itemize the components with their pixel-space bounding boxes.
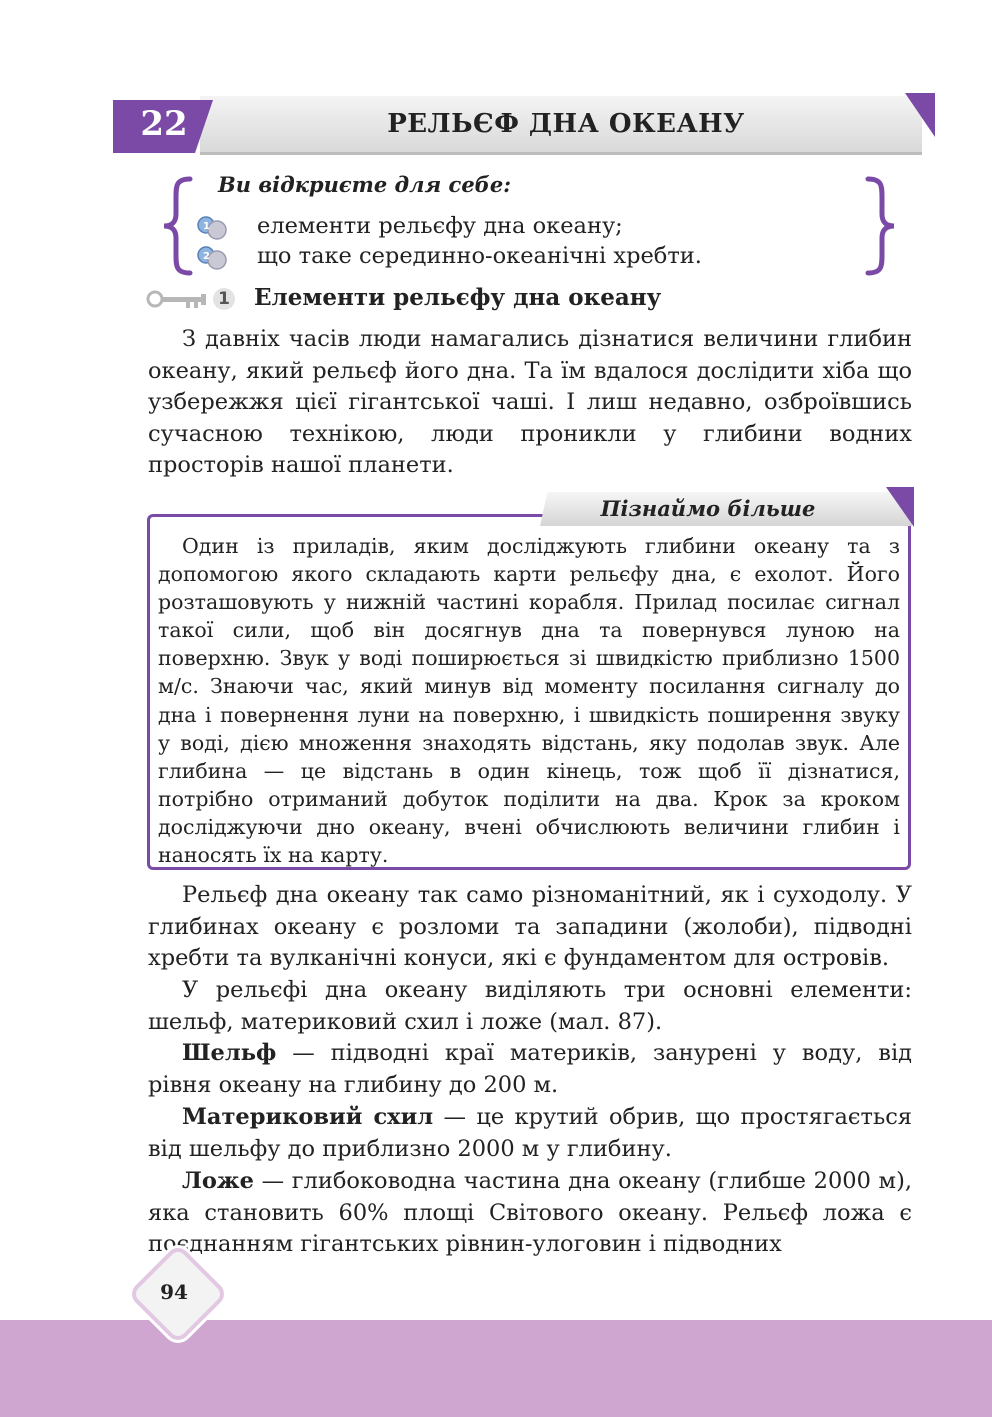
paragraph-elements: У рельєфі дна океану виділяють три основні елементи: шельф, материковий схил і ложе (мал. 87). [148, 977, 912, 1035]
definition-floor: — глибоководна частина дна океану (глибше 2000 м), яка становить 60% площі Світового океану. Рельєф ложа є поєднанням гігантських рівнин-улоговин і підводних [148, 1168, 912, 1258]
paragraph-intro: З давніх часів люди намагались дізнатися величини глибин океану, який рельєф його дна. Та їм вдалося дослідити хіба що узбережжя цієї гігантської чаші. І лиш недавно, озброївшись сучасною технікою, люди проникли у глибини водних просторів нашої планети. [148, 326, 912, 479]
paragraph-relief: Рельєф дна океану так само різноманітний, як і суходолу. У глибинах океану є розломи та западини (жолоби), підводні хребти та вулканічні конуси, які є фундаментом для островів. [148, 882, 912, 972]
info-box-title: Пізнаймо більше [600, 496, 816, 521]
paragraph-shelf [148, 1038, 912, 1101]
left-brace-icon [160, 176, 196, 276]
bullet-icon-1 [194, 214, 230, 242]
page-title: РЕЛЬЄФ ДНА ОКЕАНУ [387, 109, 745, 139]
paragraph-number: 22 [140, 104, 188, 144]
section-title: Елементи рельєфу дна океану [254, 284, 662, 311]
key-icon [146, 288, 208, 310]
right-brace-icon [862, 176, 898, 276]
info-box-text: Один із приладів, яким досліджують глибини океану та з допомогою якого складають карти рельєфу дна, є ехолот. Його розташовують у нижній частині корабля. Прилад посилає сигнал такої сили, щоб він досягнув дна та повернувся луною на поверхню. Звук у воді поширюється зі швидкістю приблизно 1500 м/с. Знаючи час, який минув від моменту посилання сигналу до дна і повернення луни на поверхню, і швидкість поширення звуку у воді, дією множення знаходять відстань, яку подолав звук. Але глибина — це відстань в один кінець, тож щоб її дізнатися, потрібно отриманий добуток поділити на два. Крок за кроком досліджуючи дно океану, вчені обчислюють величини глибин і наносять їх на карту. [158, 534, 900, 868]
term-slope: Материковий схил [182, 1104, 434, 1130]
term-floor: Ложе [182, 1168, 254, 1194]
bullet-icon-2 [194, 244, 230, 272]
footer-band [0, 1320, 992, 1417]
page-number: 94 [160, 1280, 188, 1304]
term-shelf: Шельф [182, 1040, 277, 1066]
svg-text:2: 2 [203, 251, 210, 262]
paragraph-floor [148, 1166, 912, 1261]
intro-item-1: елементи рельєфу дна океану; [257, 213, 623, 239]
paragraph-slope [148, 1102, 912, 1165]
intro-heading: Ви відкриєте для себе: [218, 172, 511, 197]
intro-item-2: що таке серединно-океанічні хребти. [257, 243, 702, 269]
definition-shelf: — підводні краї материків, занурені у воду, від рівня океану на глибину до 200 м. [148, 1040, 912, 1098]
section-number: 1 [213, 288, 235, 310]
definition-slope: — це крутий обрив, що простягається від шельфу до приблизно 2000 м у глибину. [148, 1104, 912, 1162]
svg-text:1: 1 [203, 221, 210, 232]
